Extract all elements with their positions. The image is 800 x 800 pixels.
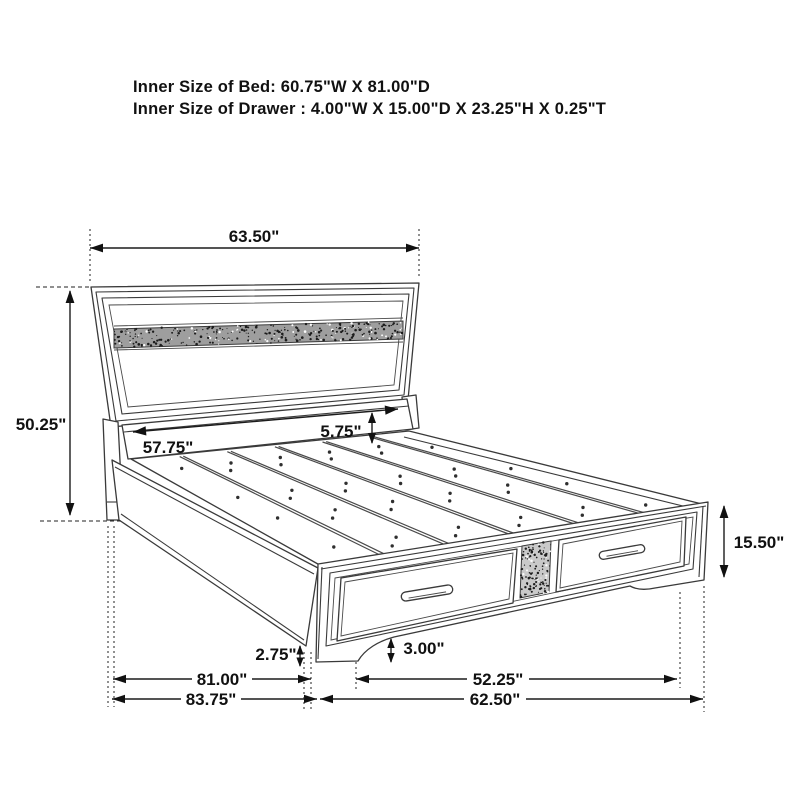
dim-overall-depth (112, 690, 317, 709)
overall-height-label: 50.25" (15, 415, 67, 434)
drawer-inner-size-text: Inner Size of Drawer : 4.00"W X 15.00"D X 23.25"H X 0.25"T (133, 100, 606, 118)
bed-drawing (91, 283, 708, 662)
dim-headboard-width (90, 227, 419, 284)
foot-height-label: 3.00" (403, 639, 445, 658)
side-rail-floor-gap-label: 2.75" (255, 645, 297, 664)
footboard-height-label: 15.50" (733, 533, 785, 552)
dim-side-rail-floor-gap (255, 645, 303, 667)
headboard-width-label: 63.50" (228, 227, 280, 246)
drawer-section-width-label: 52.25" (472, 670, 524, 689)
footboard-width-label: 62.50" (469, 690, 521, 709)
dim-foot-height (387, 638, 444, 663)
footboard-glitter-panel (520, 541, 551, 598)
dim-footboard-height (720, 505, 785, 578)
overall-depth-label: 83.75" (185, 690, 237, 709)
inner-depth-label: 81.00" (196, 670, 248, 689)
rail-height-label: 5.75" (320, 422, 362, 441)
rail-inner-length-label: 57.75" (142, 438, 194, 457)
bed-inner-size-text: Inner Size of Bed: 60.75"W X 81.00"D (133, 78, 431, 96)
header-text (133, 78, 606, 118)
